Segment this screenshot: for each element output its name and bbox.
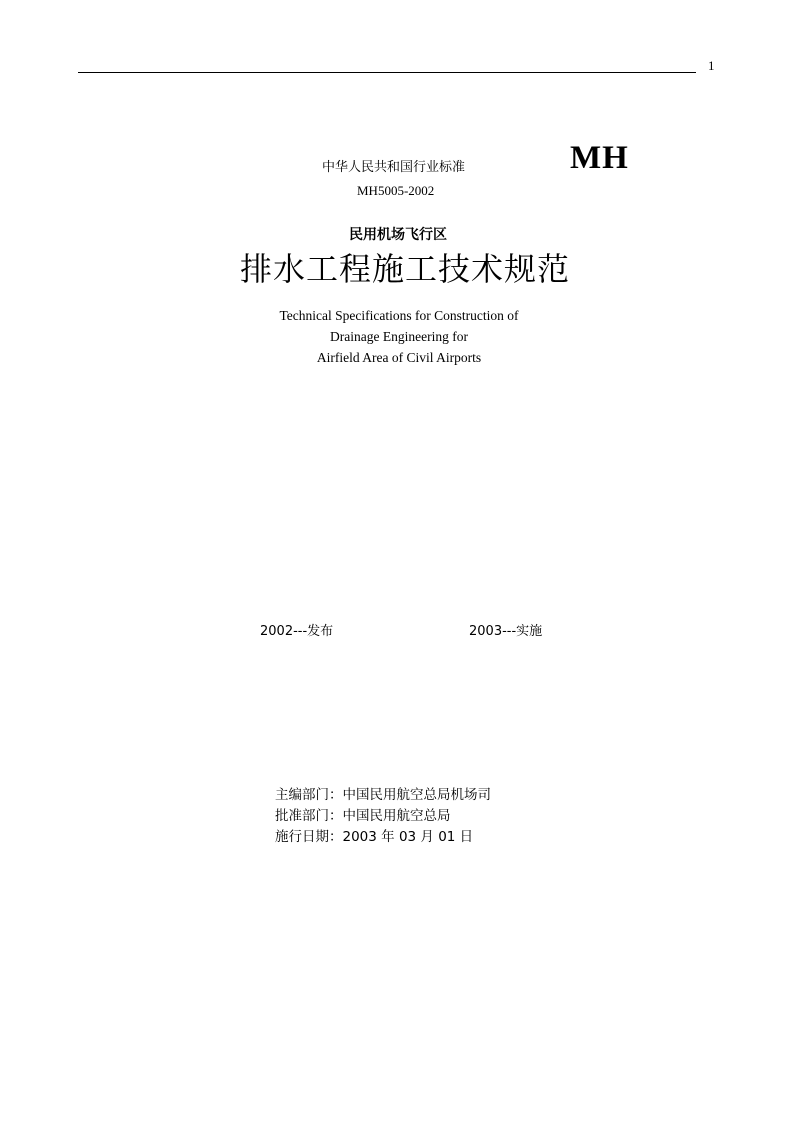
approver-row — [275, 806, 491, 827]
editor-row — [275, 785, 491, 806]
page-number: 1 — [708, 58, 715, 73]
subtitle-chinese: 民用机场飞行区 — [349, 227, 447, 243]
effective-date-label: 施行日期： — [275, 829, 343, 845]
editor-value: 中国民用航空总局机场司 — [342, 787, 491, 803]
standard-type: 中华人民共和国行业标准 — [322, 160, 466, 175]
effective-date-value: 2003 年 03 月 01 日 — [342, 829, 474, 845]
standard-mark: MH — [570, 140, 629, 176]
implementation-date: 2003---实施 — [469, 624, 543, 639]
info-block — [275, 785, 491, 848]
effective-date-row — [275, 827, 491, 848]
title-english-line: Technical Specifications for Construction of — [279, 308, 519, 323]
standard-number: MH5005-2002 — [357, 183, 435, 198]
editor-label: 主编部门： — [275, 787, 343, 803]
title-english-line: Airfield Area of Civil Airports — [316, 350, 482, 365]
approver-label: 批准部门： — [275, 808, 343, 824]
title-chinese: 排水工程施工技术规范 — [240, 250, 571, 288]
issue-date: 2002---发布 — [260, 624, 334, 639]
title-english — [0, 305, 794, 368]
approver-value: 中国民用航空总局 — [342, 808, 451, 824]
header-rule — [78, 72, 696, 73]
title-english-line: Drainage Engineering for — [330, 329, 468, 344]
